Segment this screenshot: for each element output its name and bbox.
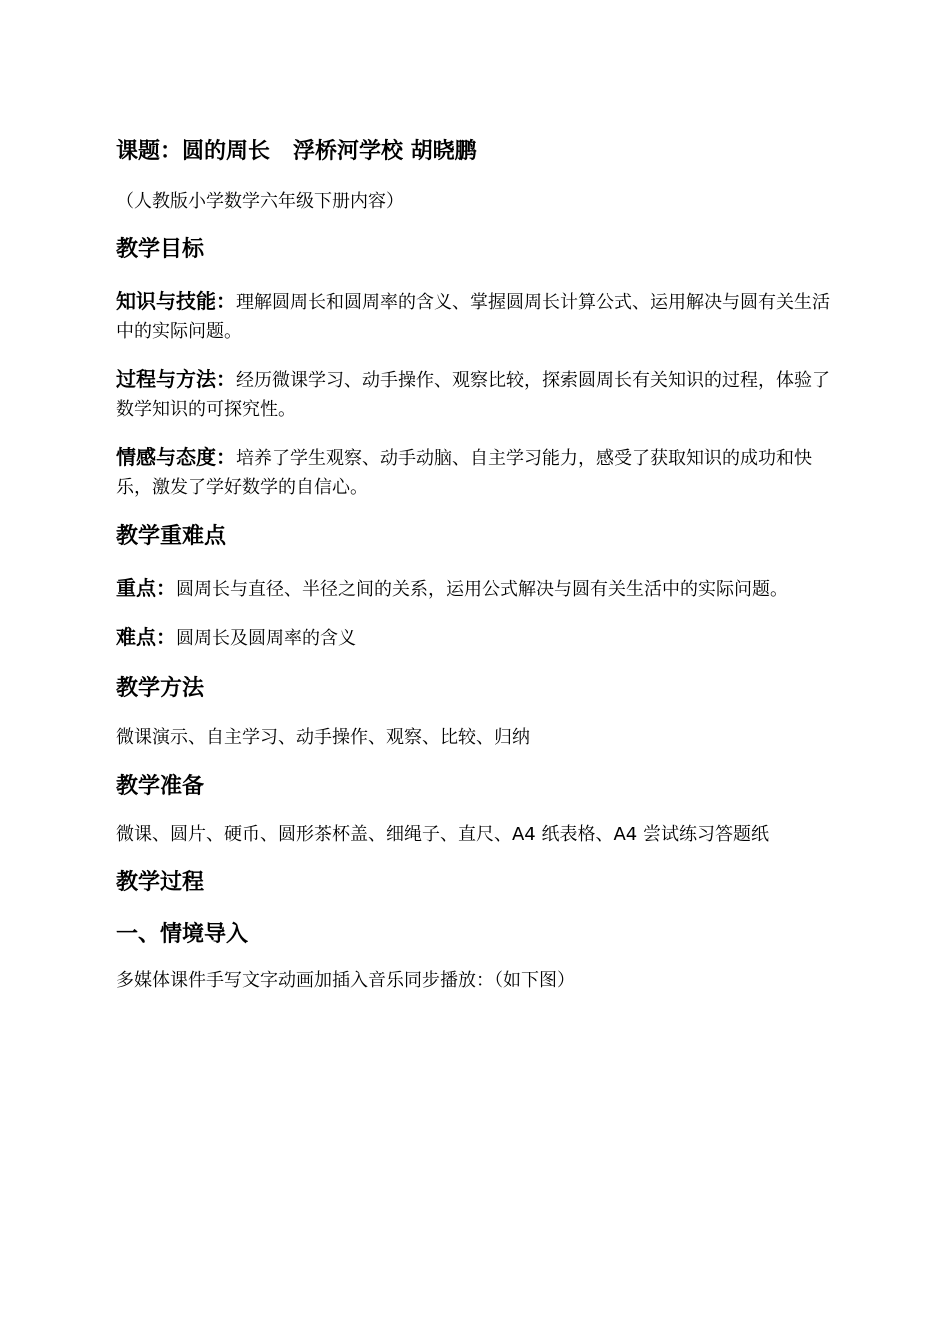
objective-emotion (116, 443, 840, 502)
key-point-lead: 重点： (116, 576, 176, 600)
document-subtitle: （人教版小学数学六年级下册内容） (116, 191, 404, 212)
document-title: 课题：圆的周长 浮桥河学校 胡晓鹏 (116, 139, 477, 164)
difficult-point-lead: 难点： (116, 625, 176, 649)
methods-text: 微课演示、自主学习、动手操作、观察、比较、归纳 (116, 727, 530, 748)
preparation-text: 微课、圆片、硬币、圆形茶杯盖、细绳子、直尺、A4 纸表格、A4 尝试练习答题纸 (116, 824, 769, 845)
objective-emotion-lead: 情感与态度： (116, 445, 236, 469)
objective-knowledge (116, 287, 840, 346)
objective-process (116, 365, 840, 424)
objective-process-text: 经历微课学习、动手操作、观察比较，探索圆周长有关知识的过程，体验了数学知识的可探究性。 (116, 370, 830, 420)
objective-knowledge-text: 理解圆周长和圆周率的含义、掌握圆周长计算公式、运用解决与圆有关生活中的实际问题。 (116, 292, 830, 342)
heading-methods: 教学方法 (116, 676, 205, 701)
objective-emotion-text: 培养了学生观察、动手动脑、自主学习能力，感受了获取知识的成功和快乐，激发了学好数学的自信心。 (116, 448, 812, 498)
key-point (116, 574, 840, 604)
heading-process: 教学过程 (116, 870, 205, 895)
heading-key-points: 教学重难点 (116, 524, 227, 549)
objective-process-lead: 过程与方法： (116, 367, 236, 391)
heading-preparation: 教学准备 (116, 774, 205, 799)
key-point-text: 圆周长与直径、半径之间的关系，运用公式解决与圆有关生活中的实际问题。 (176, 579, 788, 600)
step1-text: 多媒体课件手写文字动画加插入音乐同步播放：（如下图） (116, 970, 575, 991)
heading-objectives: 教学目标 (116, 237, 205, 262)
heading-step1: 一、情境导入 (116, 922, 249, 947)
difficult-point-text: 圆周长及圆周率的含义 (176, 628, 356, 649)
objective-knowledge-lead: 知识与技能： (116, 289, 236, 313)
difficult-point (116, 623, 840, 653)
